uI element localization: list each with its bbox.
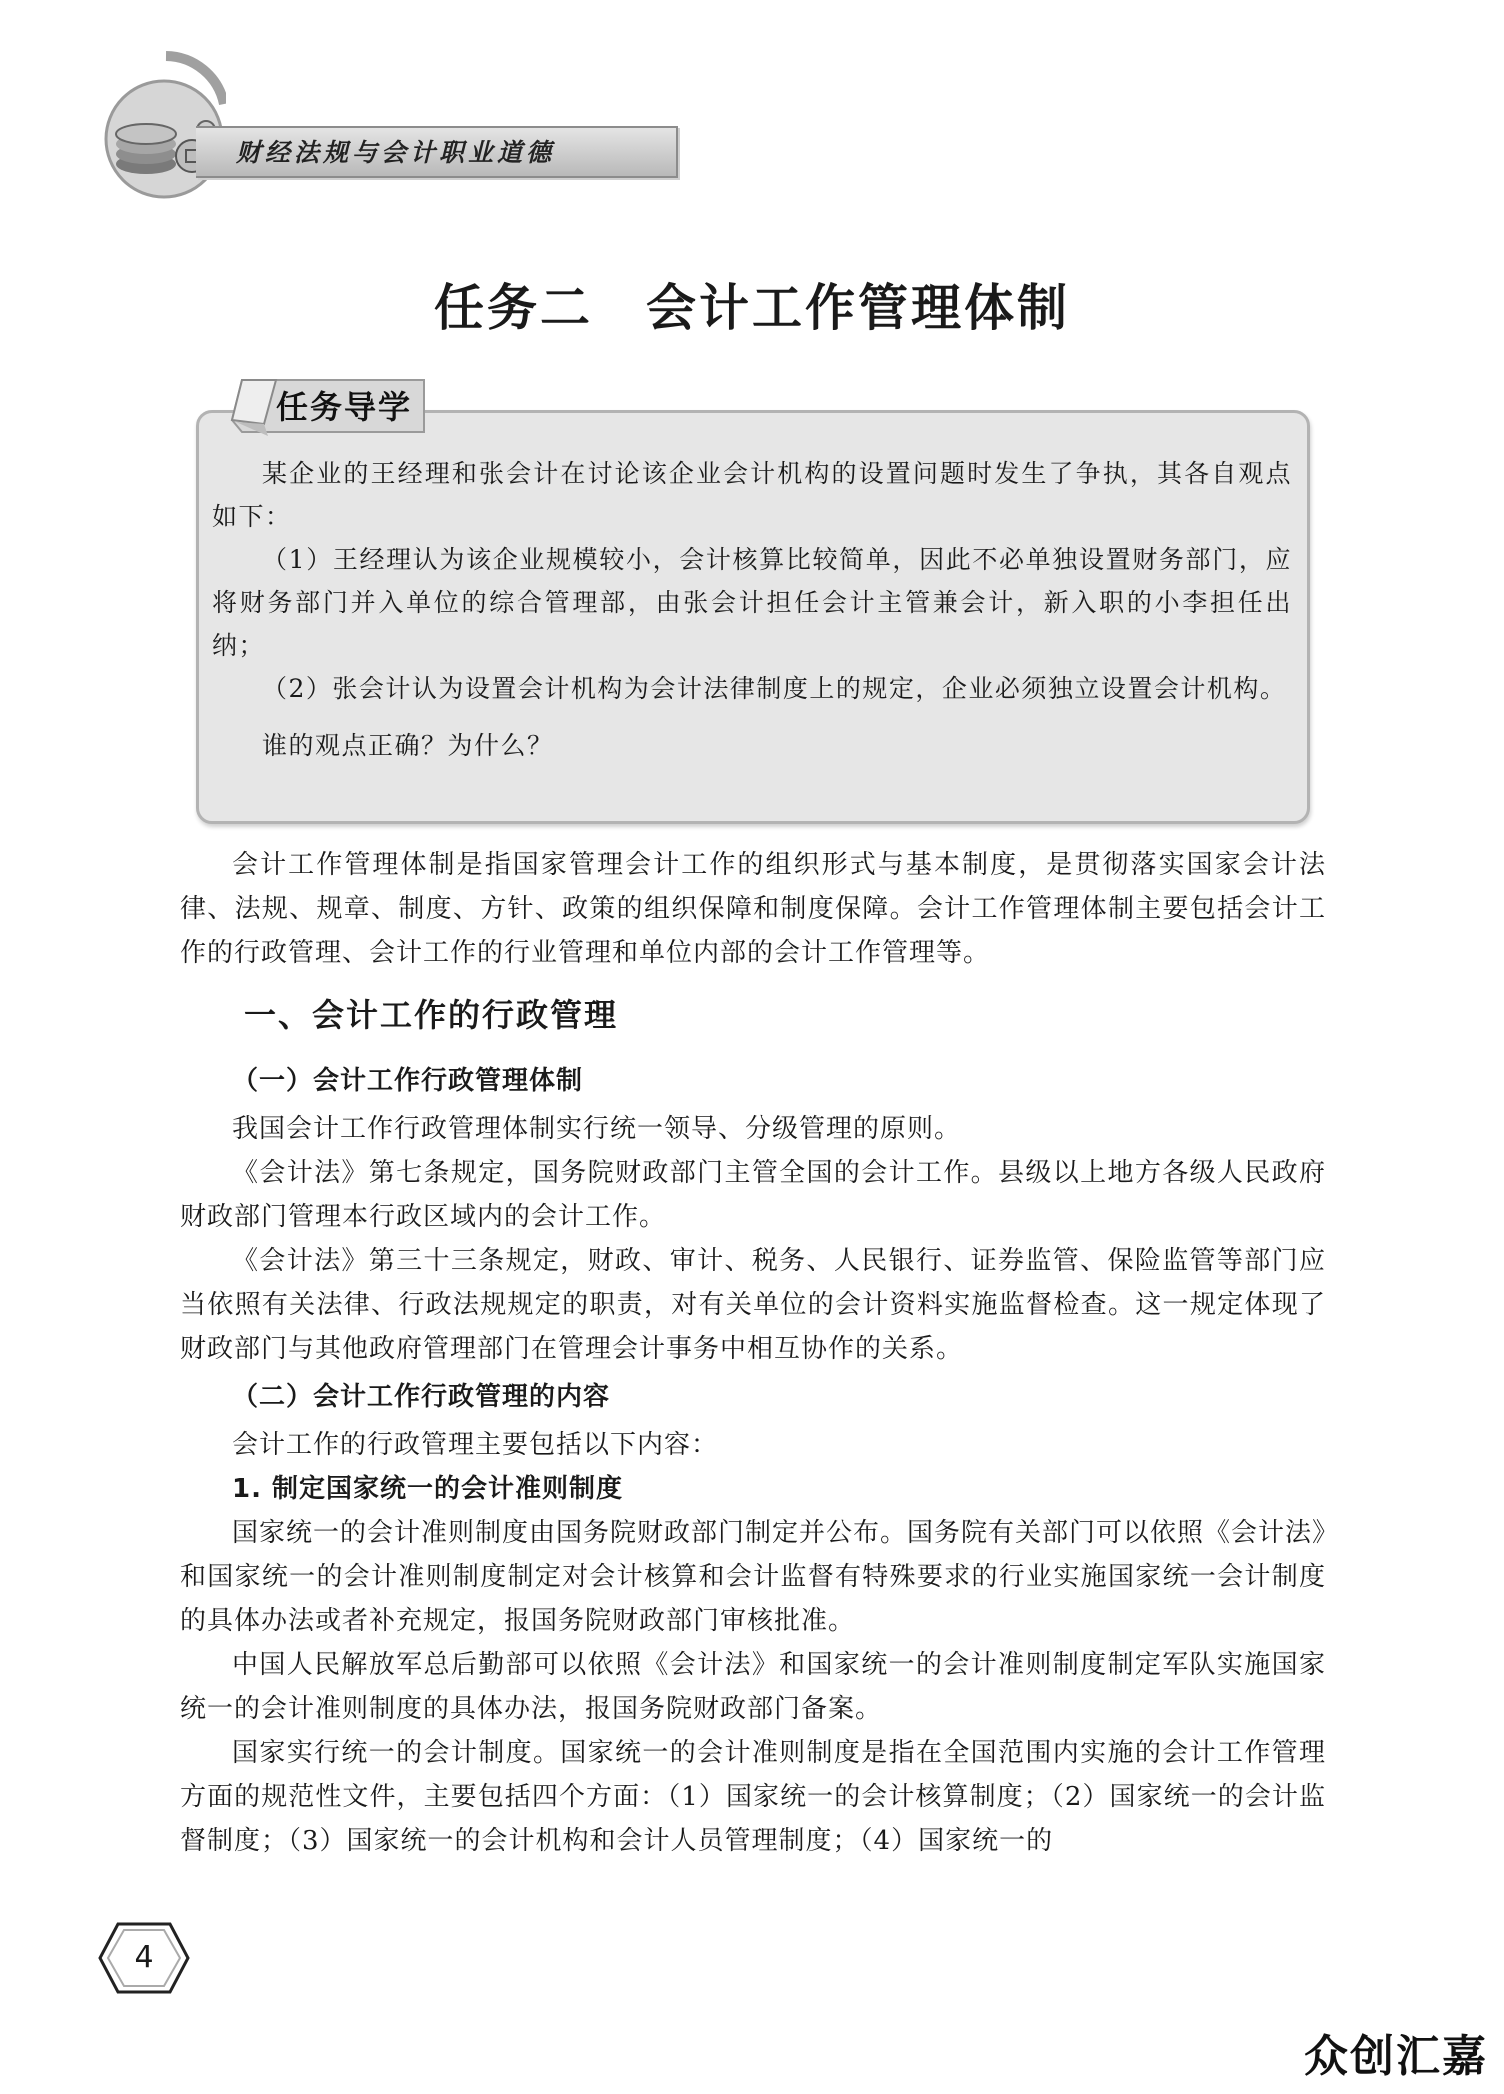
- body-paragraph: 《会计法》第七条规定，国务院财政部门主管全国的会计工作。县级以上地方各级人民政府财政部门管理本行政区域内的会计工作。: [180, 1158, 1326, 1232]
- guide-paragraph: （1）王经理认为该企业规模较小，会计核算比较简单，因此不必单独设置财务部门，应将财务部门并入单位的综合管理部，由张会计担任会计主管兼会计，新入职的小李担任出纳；: [212, 545, 1292, 660]
- body-paragraph: 《会计法》第三十三条规定，财政、审计、税务、人民银行、证券监管、保险监管等部门应当依照有关法律、行政法规规定的职责，对有关单位的会计资料实施监督检查。这一规定体现了财政部门与其他政府管理部门在管理会计事务中相互协作的关系。: [180, 1246, 1326, 1364]
- body-paragraph: 我国会计工作行政管理体制实行统一领导、分级管理的原则。: [232, 1114, 962, 1144]
- watermark: 众创汇嘉: [1304, 2031, 1488, 2082]
- subsection-heading: （一）会计工作行政管理体制: [232, 1066, 584, 1096]
- body-paragraph: 中国人民解放军总后勤部可以依照《会计法》和国家统一的会计准则制度制定军队实施国家统一的会计准则制度的具体办法，报国务院财政部门备案。: [180, 1650, 1326, 1724]
- book-title: 财经法规与会计职业道德: [236, 138, 556, 167]
- body-text: [180, 843, 1326, 1863]
- body-paragraph: 国家实行统一的会计制度。国家统一的会计准则制度是指在全国范围内实施的会计工作管理方面的规范性文件，主要包括四个方面：（1）国家统一的会计核算制度；（2）国家统一的会计监督制度；（3）国家统一的会计机构和会计人员管理制度；（4）国家统一的: [180, 1738, 1326, 1856]
- page-number-label: 4: [134, 1940, 154, 1975]
- section-heading: 一、会计工作的行政管理: [244, 996, 619, 1034]
- subsection-heading: （二）会计工作行政管理的内容: [232, 1382, 611, 1412]
- guide-question: 谁的观点正确？为什么？: [262, 731, 554, 760]
- body-paragraph: 会计工作的行政管理主要包括以下内容：: [232, 1430, 719, 1460]
- intro-paragraph: 会计工作管理体制是指国家管理会计工作的组织形式与基本制度，是贯彻落实国家会计法律、法规、规章、制度、方针、政策的组织保障和制度保障。会计工作管理体制主要包括会计工作的行政管理、会计工作的行业管理和单位内部的会计工作管理等。: [180, 850, 1326, 968]
- guide-label: 任务导学: [276, 388, 413, 426]
- body-paragraph: 国家统一的会计准则制度由国务院财政部门制定并公布。国务院有关部门可以依照《会计法》和国家统一的会计准则制度制定对会计核算和会计监督有特殊要求的行业实施国家统一会计制度的具体办法或者补充规定，报国务院财政部门审核批准。: [180, 1518, 1327, 1636]
- guide-paragraph: （2）张会计认为设置会计机构为会计法律制度上的规定，企业必须独立设置会计机构。: [262, 674, 1287, 703]
- page-number: [96, 1918, 192, 1998]
- guide-text: [212, 452, 1292, 767]
- item-heading: 1. 制定国家统一的会计准则制度: [232, 1474, 624, 1504]
- running-header: [96, 44, 596, 214]
- chapter-title: 任务二 会计工作管理体制: [434, 279, 1070, 337]
- guide-paragraph: 某企业的王经理和张会计在讨论该企业会计机构的设置问题时发生了争执，其各自观点如下：: [212, 459, 1292, 531]
